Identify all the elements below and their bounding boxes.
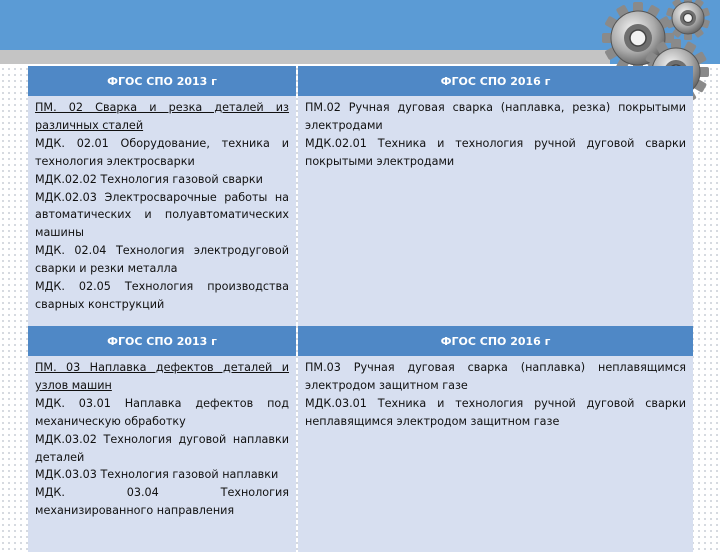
course-item: МДК.03.02 Технология дуговой наплавки деталей [35,432,289,464]
module-title: ПМ.02 Ручная дуговая сварка (наплавка, резка) покрытыми электродами [305,101,686,132]
course-item: МДК. 02.04 Технология электродуговой сварки и резки металла [35,244,289,276]
course-item: МДК. 03.01 Наплавка дефектов под механическую обработку [35,396,289,428]
table-body-row [28,96,693,356]
course-item: МДК.02.02 Технология газовой сварки [35,172,263,186]
header-fgos-2013: ФГОС СПО 2013 г [28,66,296,96]
module-title: ПМ.03 Ручная дуговая сварка (наплавка) неплавящимся электродом защитном газе [305,361,686,392]
header-fgos-2013: ФГОС СПО 2013 г [28,326,296,356]
table-header-row [28,326,693,356]
course-item: МДК. 02.05 Технология производства сварных конструкций [35,280,289,311]
course-item: МДК.03.01 Техника и технология ручной дуговой сварки неплавящимся электродом защитном газе [305,396,686,428]
cell-2013-pm02 [28,96,296,356]
header-fgos-2016: ФГОС СПО 2016 г [298,326,693,356]
comparison-table-pm03 [28,326,693,552]
course-item: МДК.03.03 Технология газовой наплавки [35,468,279,482]
course-item: МДК.02.01 Техника и технология ручной дуговой сварки покрытыми электродами [305,136,686,168]
cell-2016-pm02 [298,96,693,356]
course-item: МДК. 03.04 Технология механизированного направления [35,486,289,518]
course-item: МДК. 02.01 Оборудование, техника и технология электросварки [35,136,289,168]
cell-2016-pm03 [298,356,693,552]
header-fgos-2016: ФГОС СПО 2016 г [298,66,693,96]
table-body-row [28,356,693,552]
comparison-table-pm02 [28,66,693,356]
cell-2013-pm03 [28,356,296,552]
module-title: ПМ. 02 Сварка и резка деталей из различных сталей [35,101,289,132]
table-header-row [28,66,693,96]
course-item: МДК.02.03 Электросварочные работы на автоматических и полуавтоматических машины [35,190,289,240]
module-title: ПМ. 03 Наплавка дефектов деталей и узлов машин [35,361,289,392]
header-strip [0,50,610,64]
